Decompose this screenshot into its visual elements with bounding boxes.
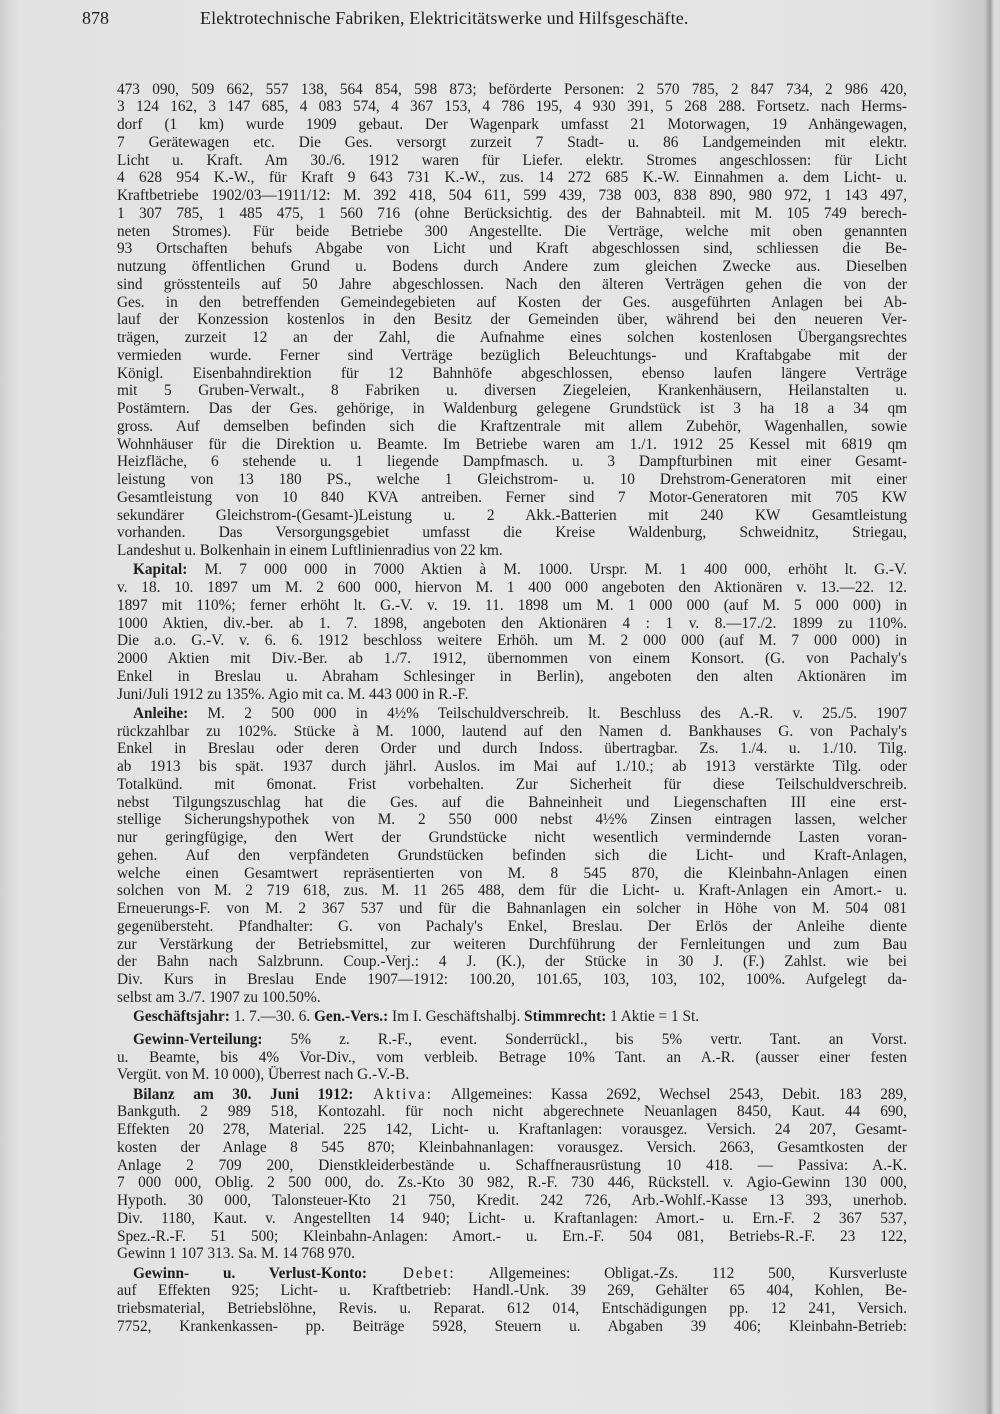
body-text: [117, 79, 907, 1336]
line-text: nutzung öffentlichen Grund u. Bodens durch Andere zum gleichen Zwecke aus. Dieselben: [117, 258, 907, 275]
paragraph: [117, 1265, 907, 1336]
line-text: Im I. Geschäftshalbj.: [388, 1008, 525, 1025]
text-line: [117, 811, 907, 829]
line-text: Allgemeines: Kassa 2692, Wechsel 2543, Debit. 183 289,: [433, 1085, 907, 1103]
text-line: [117, 776, 907, 794]
text-line: [117, 489, 907, 507]
line-text: welche einen Gesamtwert repräsentierten von M. 8 545 870, die Kleinbahn-Anlagen einen: [117, 864, 907, 882]
text-line: [117, 936, 907, 954]
text-line: [117, 134, 907, 152]
text-line: [117, 507, 907, 525]
line-text: Erneuerungs-F. von M. 2 367 537 und für die Bahnanlagen ein solcher in Höhe von M. 504 081: [117, 900, 907, 917]
line-text: M. 7 000 000 in 7000 Aktien à M. 1000. Urspr. M. 1 400 000, erhöht lt. G.-V.: [187, 561, 907, 579]
paragraph: [117, 1086, 907, 1264]
line-text: gegenübersteht. Pfandhalter: G. von Pachaly's Enkel, Breslau. Der Erlös der Anleihe diente: [117, 917, 907, 935]
line-text: 1 307 785, 1 485 475, 1 560 716 (ohne Berücksichtig. des der Bahnabteil. mit M. 105 749 berech-: [117, 204, 907, 222]
text-line: [117, 829, 907, 847]
text-line: [117, 953, 907, 971]
text-line: [117, 223, 907, 241]
line-text: leistung von 13 180 PS., welche 1 Gleichstrom- u. 10 Drehstrom-Generatoren mit einer: [117, 471, 907, 488]
text-line: [117, 347, 907, 365]
text-line: [117, 1300, 907, 1318]
line-text: vorhanden. Das Versorgungsgebiet umfasst die Kreise Waldenburg, Schweidnitz, Striegau,: [117, 524, 907, 542]
text-line: [117, 418, 907, 436]
line-text: u. Beamte, bis 4% Vor-Div., vom verbleib. Betrage 10% Tant. an A.-R. (ausser einer festen: [117, 1048, 907, 1066]
text-line: [117, 882, 907, 900]
line-text: 2000 Aktien mit Div.-Ber. ab 1./7. 1912, übernommen von einem Konsort. (G. von Pachaly's: [117, 650, 907, 667]
text-line: [117, 971, 907, 989]
line-text: v. 18. 10. 1897 um M. 2 600 000, hiervon M. 1 400 000 angeboten den Aktionären v. 13.—22. 12.: [117, 579, 907, 596]
text-line: [117, 400, 907, 418]
line-text: M. 2 500 000 in 4½% Teilschuldverschreib. lt. Beschluss des A.-R. v. 25./5. 1907: [188, 704, 907, 722]
line-text: Allgemeines: Obligat.-Zs. 112 500, Kursverluste: [455, 1264, 907, 1282]
text-line: [117, 382, 907, 400]
line-text: Gewinn 1 107 313. Sa. M. 14 768 970.: [117, 1245, 355, 1263]
line-text: neten Stromes). Für beide Betriebe 300 Angestellte. Die Verträge, welche mit oben genannten: [117, 222, 907, 240]
line-text: Heizfläche, 6 stehende u. 1 liegende Dampfmasch. u. 3 Dampfturbinen mit einer Gesamt-: [117, 453, 907, 471]
line-text: 1. 7.—30. 6.: [229, 1008, 315, 1025]
line-text: auf Effekten 925; Licht- u. Kraftbetrieb: Handl.-Unk. 39 269, Gehälter 65 404, Kohlen, Be-: [117, 1282, 907, 1300]
line-text: 1897 mit 110%; ferner erhöht lt. G.-V. v. 19. 11. 1898 um M. 1 000 000 (auf M. 5 000 000) in: [117, 596, 907, 614]
line-text: Bankguth. 2 989 518, Kontozahl. für noch nicht abgerechnete Neuanlagen 8450, Kaut. 44 690,: [117, 1103, 907, 1121]
text-line: [117, 686, 907, 704]
line-text: Enkel in Breslau oder deren Order und durch Indoss. übertragbar. Zs. 1./4. u. 1./10. Tilg.: [117, 740, 907, 758]
paragraph: [117, 81, 907, 560]
line-text: vermieden wurde. Ferner sind Verträge bezüglich Beleuchtungs- und Kraftabgabe mit der: [117, 346, 907, 364]
text-line: [117, 1139, 907, 1157]
line-text: trägen, zurzeit 12 an der Zahl, die Aufnahme eines solchen kostenlosen Übergangsrechtes: [117, 329, 907, 346]
text-line: [117, 1103, 907, 1121]
line-text: 1000 Aktien, div.-ber. ab 1. 7. 1898, angeboten den Aktionären 4 : 1 v. 8.—17./2. 1899 zu 110%.: [117, 614, 907, 632]
line-text: Vergüt. von M. 10 000), Überrest nach G.-V.-B.: [117, 1066, 410, 1084]
line-text: rückzahlbar zu 102%. Stücke à M. 1000, lautend auf den Namen d. Bankhauses G. von Pachaly's: [117, 722, 907, 740]
text-line: [117, 632, 907, 650]
line-text: der Bahn nach Salzbrunn. Coup.-Verj.: 4 J. (K.), der Stücke in 30 J. (F.) Zahlst. wie bei: [117, 953, 907, 971]
paragraph: [117, 1008, 907, 1026]
text-line: [117, 1210, 907, 1228]
line-text: Hypoth. 30 000, Talonsteuer-Kto 21 750, Kredit. 242 726, Arb.-Wohlf.-Kasse 13 393, unerhob.: [117, 1192, 907, 1209]
line-text: 5% z. R.-F., event. Sonderrückl., bis 5% vertr. Tant. an Vorst.: [262, 1030, 907, 1048]
text-line: [117, 740, 907, 758]
text-line: [117, 561, 907, 579]
line-text: zur Verstärkung der Betriebsmittel, zur weiteren Durchführung der Fernleitungen und zum Bau: [117, 935, 907, 953]
line-text: Juni/Juli 1912 zu 135%. Agio mit ca. M. 443 000 in R.-F.: [117, 685, 469, 703]
paragraph: [117, 1031, 907, 1084]
section-heading: Geschäftsjahr:: [133, 1008, 230, 1025]
text-line: [117, 1265, 907, 1283]
line-text: Enkel in Breslau u. Abraham Schlesinger in Berlin), angeboten den alten Aktionären im: [117, 667, 907, 685]
line-text: dorf (1 km) wurde 1909 gebaut. Der Wagenpark umfasst 21 Motorwagen, 19 Anhängewagen,: [117, 116, 907, 133]
line-text: Spez.-R.-F. 51 500; Kleinbahn-Anlagen: Amort.- u. Ern.-F. 504 081, Betriebs-R.-F. 23 122,: [117, 1227, 907, 1245]
text-line: [117, 1049, 907, 1067]
text-line: [117, 329, 907, 347]
section-heading: Anleihe:: [133, 704, 189, 722]
text-line: [117, 311, 907, 329]
line-text: Totalkünd. mit 6monat. Frist vorbehalten. Zur Sicherheit für diese Teilschuldverschreib.: [117, 775, 907, 793]
text-line: [117, 1245, 907, 1263]
text-line: [117, 847, 907, 865]
text-line: [117, 187, 907, 205]
section-heading: Bilanz am 30. Juni 1912:: [133, 1085, 354, 1103]
section-heading: Gewinn- u. Verlust-Konto:: [133, 1264, 367, 1282]
line-text: Div. Kurs in Breslau Ende 1907—1912: 100.20, 101.65, 103, 103, 102, 100%. Aufgelegt da-: [117, 971, 907, 988]
line-text: Königl. Eisenbahndirektion für 12 Bahnhöfe abgeschlossen, ebenso laufen längere Verträge: [117, 364, 907, 382]
text-line: [117, 240, 907, 258]
running-title: Elektrotechnische Fabriken, Elektricitätswerke und Hilfsgeschäfte.: [200, 8, 689, 28]
line-text: lauf der Konzession kostenlos in den Besitz der Gemeinden über, während bei den neueren Ver-: [117, 311, 907, 329]
line-text: Landeshut u. Bolkenhain in einem Luftlinienradius von 22 km.: [117, 542, 503, 559]
text-line: [117, 1086, 907, 1104]
line-text: Gesamtleistung von 10 840 KVA antreiben. Ferner sind 7 Motor-Generatoren mit 705 KW: [117, 488, 907, 506]
text-line: [117, 524, 907, 542]
line-text: 4 628 954 K.-W., für Kraft 9 643 731 K.-W., zus. 14 272 685 K.-W. Einnahmen a. dem Licht- u.: [117, 169, 907, 187]
text-line: [117, 294, 907, 312]
line-text: 7 Gerätewagen etc. Die Ges. versorgt zurzeit 7 Stadt- u. 86 Landgemeinden mit elektr.: [117, 133, 907, 151]
line-text: stellige Sicherungshypothek von M. 2 550 000 nebst 4½% Zinsen eintragen lassen, welcher: [117, 811, 907, 829]
text-line: [117, 794, 907, 812]
text-line: [117, 436, 907, 454]
text-line: [117, 276, 907, 294]
text-line: [117, 1192, 907, 1210]
line-text: mit 5 Gruben-Verwalt., 8 Fabriken u. diversen Ziegeleien, Krankenhäusern, Heilanstalten u.: [117, 382, 907, 400]
line-text: 7752, Krankenkassen- pp. Beiträge 5928, Steuern u. Abgaben 39 406; Kleinbahn-Betrieb:: [117, 1317, 907, 1335]
text-line: [117, 865, 907, 883]
text-line: [117, 81, 907, 99]
line-text: sekundärer Gleichstrom-(Gesamt-)Leistung u. 2 Akk.-Batterien mit 240 KW Gesamtleistung: [117, 506, 907, 524]
text-line: [117, 1121, 907, 1139]
text-line: [117, 169, 907, 187]
line-text: Ges. in den betreffenden Gemeindegebieten auf Kosten der Ges. ausgeführten Anlagen bei Ab-: [117, 293, 907, 311]
text-line: [117, 615, 907, 633]
line-text: solchen von M. 2 719 618, zus. M. 11 265 488, dem für die Licht- u. Kraft-Anlagen ein Amort.- u.: [117, 882, 907, 900]
line-text: 1 Aktie = 1 St.: [606, 1008, 700, 1025]
text-line: [117, 705, 907, 723]
text-line: [117, 453, 907, 471]
section-heading: Kapital:: [133, 561, 188, 579]
text-line: [117, 542, 907, 560]
section-heading: Gen.-Vers.:: [314, 1008, 389, 1025]
line-text: Die a.o. G.-V. v. 6. 6. 1912 beschloss weitere Erhöh. um M. 2 000 000 (auf M. 7 000 000) in: [117, 632, 907, 650]
text-line: [117, 471, 907, 489]
text-line: [117, 205, 907, 223]
text-line: [117, 758, 907, 776]
text-line: [117, 900, 907, 918]
line-text: sind grösstenteils auf 50 Jahre abgeschlossen. Nach den älteren Verträgen gehen die von der: [117, 275, 907, 293]
text-line: [117, 1157, 907, 1175]
line-text: 93 Ortschaften behufs Abgabe von Licht und Kraft abgeschlossen sind, schliessen die Be-: [117, 240, 907, 258]
line-text: Postämtern. Das der Ges. gehörige, in Waldenburg gelegene Grundstück ist 3 ha 18 a 34 qm: [117, 400, 907, 417]
line-text: 3 124 162, 3 147 685, 4 083 574, 4 367 153, 4 786 195, 4 930 391, 5 268 288. Fortsetz. nach Herms-: [117, 98, 907, 116]
text-line: [117, 1318, 907, 1336]
text-line: [117, 1282, 907, 1300]
paragraph: [117, 561, 907, 703]
line-text: gehen. Auf den verpfändeten Grundstücken befinden sich die Licht- und Kraft-Anlagen,: [117, 846, 907, 864]
text-line: [117, 650, 907, 668]
line-text: Licht u. Kraft. Am 30./6. 1912 waren für Liefer. elektr. Stromes angeschlossen: für Licht: [117, 151, 907, 169]
text-line: [117, 579, 907, 597]
section-heading: Gewinn-Verteilung:: [133, 1030, 263, 1048]
line-text: kosten der Anlage 8 545 870; Kleinbahnanlagen: vorausgez. Versich. 2663, Gesamtkosten der: [117, 1138, 907, 1156]
text-line: [117, 116, 907, 134]
text-line: [117, 258, 907, 276]
spaced-label: Debet:: [366, 1264, 456, 1282]
paragraph: [117, 705, 907, 1007]
line-text: Kraftbetriebe 1902/03—1911/12: M. 392 418, 504 611, 599 439, 738 003, 838 890, 980 972, 1 143 497,: [117, 187, 907, 204]
text-line: [117, 918, 907, 936]
text-line: [117, 98, 907, 116]
text-line: [117, 365, 907, 383]
spaced-label: Aktiva:: [353, 1085, 434, 1103]
text-line: [117, 597, 907, 615]
line-text: nur geringfügige, den Wert der Grundstücke nicht wesentlich vermindernde Lasten voran-: [117, 829, 907, 846]
text-line: [117, 1008, 907, 1026]
line-text: 7 000 000, Oblig. 2 500 000, do. Zs.-Kto 30 982, R.-F. 730 446, Rückstell. v. Agio-Gewinn 130 000,: [117, 1174, 907, 1192]
text-line: [117, 989, 907, 1007]
section-heading: Stimmrecht:: [524, 1008, 607, 1025]
text-line: [117, 1174, 907, 1192]
line-text: nebst Tilgungszuschlag hat die Ges. auf die Bahneinheit und Liegenschaften III eine erst-: [117, 793, 907, 811]
text-line: [117, 1066, 907, 1084]
line-text: Wohnhäuser für die Direktion u. Beamte. Im Betriebe waren am 1./1. 1912 25 Kessel mit 6819 qm: [117, 435, 907, 453]
line-text: triebsmaterial, Betriebslöhne, Revis. u. Reparat. 612 014, Entschädigungen pp. 12 241, Versich.: [117, 1300, 907, 1317]
line-text: selbst am 3./7. 1907 zu 100.50%.: [117, 988, 321, 1006]
text-line: [117, 723, 907, 741]
text-line: [117, 1228, 907, 1246]
line-text: Anlage 2 709 200, Dienstkleiderbestände u. Schaffnerausrüstung 10 418. — Passiva: A.-K.: [117, 1156, 907, 1174]
line-text: Effekten 20 278, Material. 225 142, Licht- u. Kraftanlagen: vorausgez. Versich. 24 207, Gesamt-: [117, 1121, 907, 1138]
text-line: [117, 152, 907, 170]
line-text: ab 1913 bis spät. 1937 durch jährl. Auslos. im Mai auf 1./10.; ab 1913 verstärkte Tilg. oder: [117, 758, 907, 775]
line-text: 473 090, 509 662, 557 138, 564 854, 598 873; beförderte Personen: 2 570 785, 2 847 734, 2 986 420,: [117, 80, 907, 98]
text-line: [117, 668, 907, 686]
page-number: 878: [82, 8, 109, 28]
line-text: Div. 1180, Kaut. v. Angestellten 14 940; Licht- u. Kraftanlagen: Amort.- u. Ern.-F. 2 367 537,: [117, 1209, 907, 1227]
text-line: [117, 1031, 907, 1049]
line-text: gross. Auf demselben befinden sich die Kraftzentrale mit allem Zubehör, Wagenhallen, sowie: [117, 417, 907, 435]
